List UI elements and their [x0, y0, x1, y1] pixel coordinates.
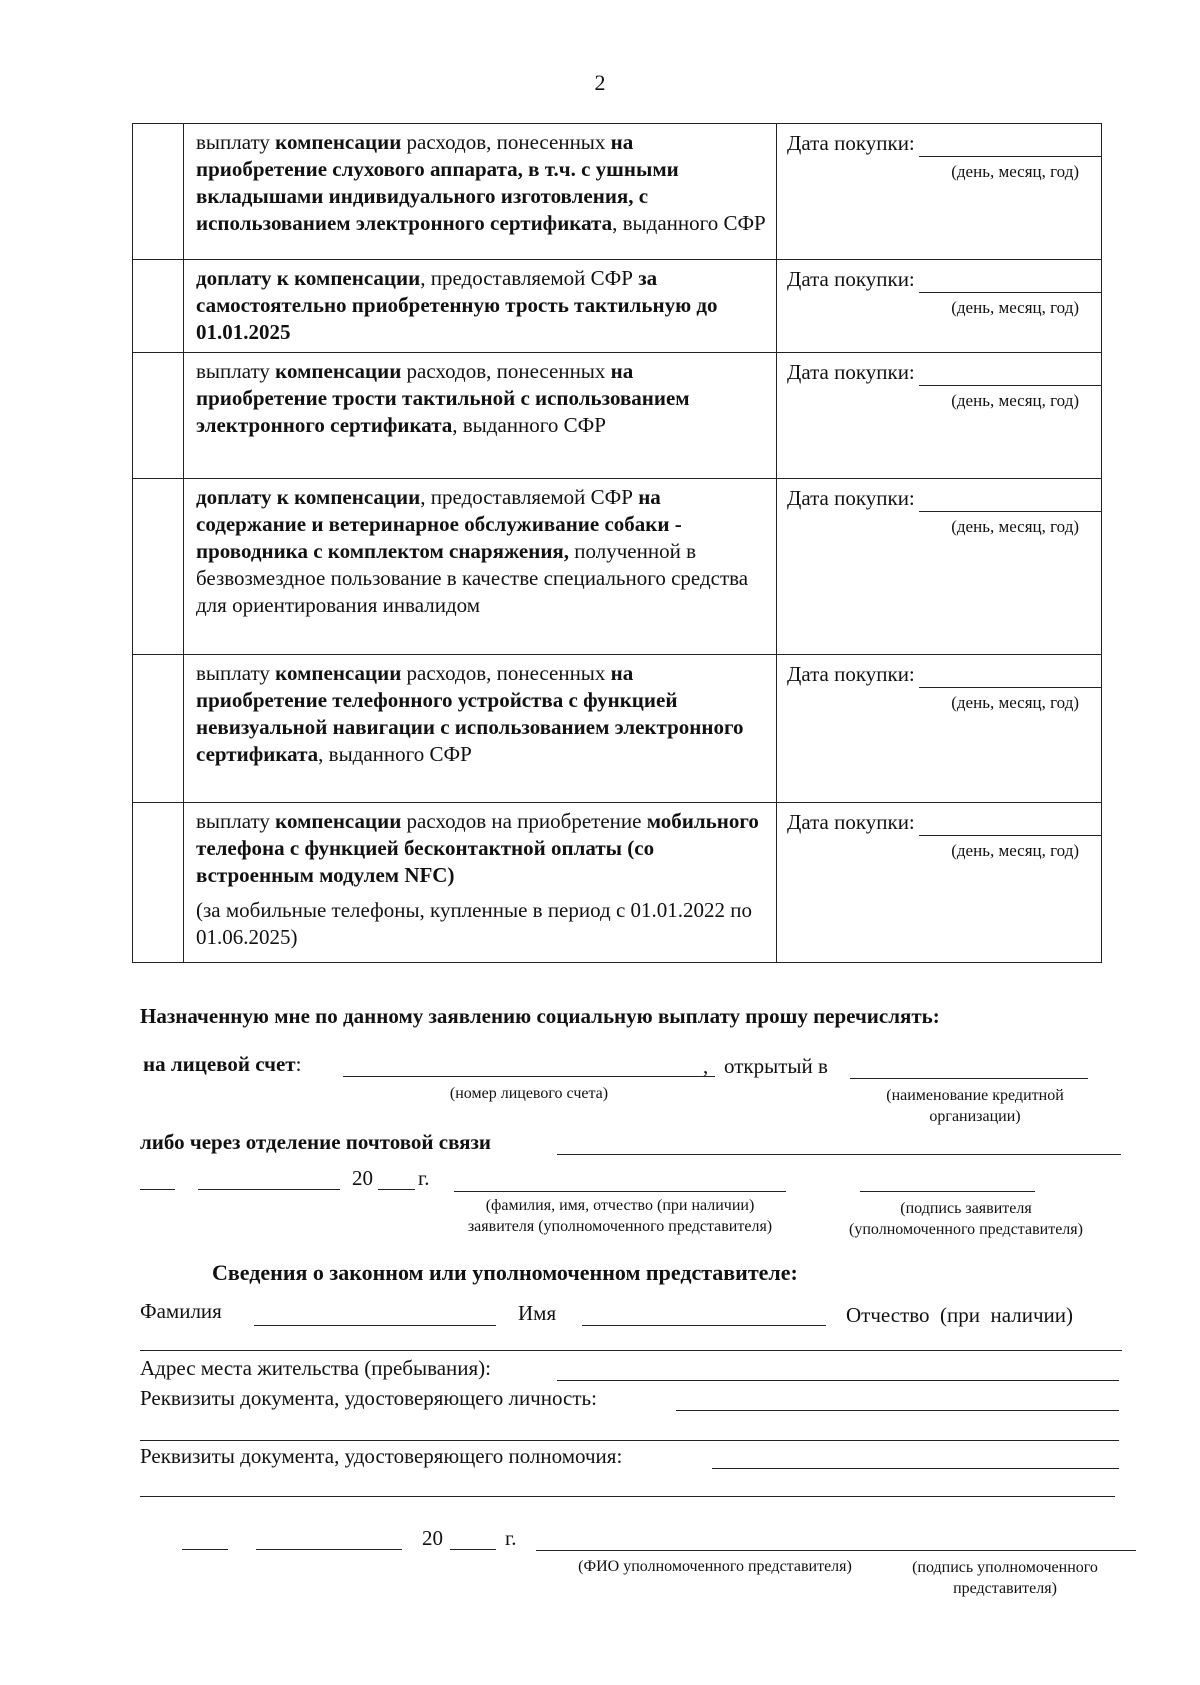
day-field[interactable] [140, 1189, 175, 1190]
post-office-field[interactable] [557, 1154, 1121, 1155]
rep-month-field[interactable] [256, 1549, 402, 1550]
authority-document-label: Реквизиты документа, удостоверяющего полномочия: [140, 1444, 623, 1468]
date-input-line[interactable] [919, 270, 1101, 293]
application-table [132, 123, 1102, 963]
id-document-label: Реквизиты документа, удостоверяющего личность: [140, 1386, 597, 1410]
checkbox-cell[interactable] [133, 479, 184, 655]
surname-field[interactable] [254, 1325, 496, 1326]
rep-signature-hint-2: представителя) [953, 1580, 1057, 1597]
date-hint: (день, месяц, год) [951, 517, 1079, 536]
date-hint: (день, месяц, год) [951, 298, 1079, 317]
date-cell [777, 124, 1102, 260]
account-hint: (номер лицевого счета) [449, 1085, 609, 1102]
table-row [133, 124, 1102, 260]
applicant-signature-field[interactable] [860, 1191, 1035, 1192]
date-cell [777, 353, 1102, 479]
fio-hint-1: (фамилия, имя, отчество (при наличии) [485, 1197, 755, 1214]
year-prefix: 20 [352, 1166, 373, 1190]
table-row [133, 260, 1102, 353]
date-cell [777, 260, 1102, 353]
account-label: на лицевой счет [143, 1052, 296, 1076]
rep-signature-hint-1: (подпись уполномоченного [912, 1559, 1098, 1576]
opened-in-label: открытый в [724, 1054, 828, 1078]
id-document-field-line-2[interactable] [140, 1440, 1119, 1441]
option-text: выплату компенсации расходов на приобретение мобильного телефона с функцией бесконтактной оплаты (со встроенным модулем NFC) (за мобильные телефоны, купленные в период с 01.01.2022 по 01.06.2025) [184, 803, 777, 963]
bank-name-field[interactable] [850, 1078, 1088, 1079]
date-hint: (день, месяц, год) [951, 391, 1079, 410]
applicant-name-field[interactable] [454, 1191, 786, 1192]
date-cell [777, 655, 1102, 803]
rep-fio-hint: (ФИО уполномоченного представителя) [578, 1558, 852, 1575]
option-note: (за мобильные телефоны, купленные в период с 01.01.2022 по 01.06.2025) [196, 898, 753, 949]
date-label: Дата покупки: [787, 810, 915, 834]
date-hint: (день, месяц, год) [951, 162, 1079, 181]
date-input-line[interactable] [919, 813, 1101, 836]
bank-hint-1: (наименование кредитной [886, 1087, 1064, 1104]
option-text: доплату к компенсации, предоставляемой СФР за самостоятельно приобретенную трость тактильную до 01.01.2025 [184, 260, 777, 353]
rep-year-field[interactable] [450, 1549, 496, 1550]
address-label: Адрес места жительства (пребывания): [140, 1356, 492, 1380]
id-document-field[interactable] [676, 1410, 1119, 1411]
table-row [133, 655, 1102, 803]
comma-separator: , [703, 1054, 709, 1078]
address-field[interactable] [557, 1380, 1119, 1381]
year-field[interactable] [378, 1189, 415, 1190]
patronymic-field[interactable] [140, 1350, 1122, 1351]
year-suffix: г. [418, 1166, 430, 1190]
option-text: выплату компенсации расходов, понесенных на приобретение слухового аппарата, в т.ч. с ушными вкладышами индивидуального изготовления, с использованием электронного сертификата, выданного СФР [184, 124, 777, 260]
checkbox-cell[interactable] [133, 655, 184, 803]
date-label: Дата покупки: [787, 486, 915, 510]
patronymic-label: Отчество (при наличии) [846, 1303, 1073, 1327]
date-label: Дата покупки: [787, 131, 915, 155]
authority-document-field[interactable] [712, 1468, 1119, 1469]
signature-hint-2: (уполномоченного представителя) [849, 1221, 1083, 1238]
date-hint: (день, месяц, год) [951, 841, 1079, 860]
option-text: доплату к компенсации, предоставляемой СФР на содержание и ветеринарное обслуживание собаки - проводника с комплектом снаряжения, полученной в безвозмездное пользование в качестве специального средства для ориентирования инвалидом [184, 479, 777, 655]
checkbox-cell[interactable] [133, 353, 184, 479]
rep-year-suffix: г. [505, 1526, 517, 1550]
first-name-field[interactable] [582, 1325, 826, 1326]
table-row [133, 479, 1102, 655]
payment-heading: Назначенную мне по данному заявлению социальную выплату прошу перечислять: [140, 1004, 940, 1028]
page-number: 2 [594, 70, 606, 95]
account-label-group [143, 1052, 301, 1077]
date-cell [777, 803, 1102, 963]
date-cell [777, 479, 1102, 655]
rep-year-prefix: 20 [422, 1526, 443, 1550]
date-label: Дата покупки: [787, 360, 915, 384]
table-row [133, 353, 1102, 479]
account-number-field[interactable] [343, 1076, 715, 1077]
checkbox-cell[interactable] [133, 803, 184, 963]
date-label: Дата покупки: [787, 267, 915, 291]
bank-hint-2: организации) [929, 1108, 1021, 1125]
date-input-line[interactable] [919, 134, 1101, 157]
option-text: выплату компенсации расходов, понесенных на приобретение телефонного устройства с функцией невизуальной навигации с использованием электронного сертификата, выданного СФР [184, 655, 777, 803]
post-office-label: либо через отделение почтовой связи [140, 1130, 492, 1154]
date-input-line[interactable] [919, 363, 1101, 386]
rep-name-signature-field[interactable] [536, 1550, 1136, 1551]
option-text: выплату компенсации расходов, понесенных на приобретение трости тактильной с использованием электронного сертификата, выданного СФР [184, 353, 777, 479]
representative-heading: Сведения о законном или уполномоченном представителе: [212, 1260, 798, 1285]
date-input-line[interactable] [919, 489, 1101, 512]
table-row [133, 803, 1102, 963]
checkbox-cell[interactable] [133, 124, 184, 260]
date-label: Дата покупки: [787, 662, 915, 686]
rep-day-field[interactable] [182, 1549, 228, 1550]
date-input-line[interactable] [919, 665, 1101, 688]
checkbox-cell[interactable] [133, 260, 184, 353]
fio-hint-2: заявителя (уполномоченного представителя) [467, 1218, 773, 1235]
first-name-label: Имя [518, 1301, 557, 1325]
account-colon: : [295, 1052, 302, 1076]
surname-label: Фамилия [140, 1299, 222, 1323]
authority-document-field-line-2[interactable] [140, 1496, 1115, 1497]
signature-hint-1: (подпись заявителя [900, 1200, 1032, 1217]
month-field[interactable] [198, 1189, 340, 1190]
date-hint: (день, месяц, год) [951, 693, 1079, 712]
